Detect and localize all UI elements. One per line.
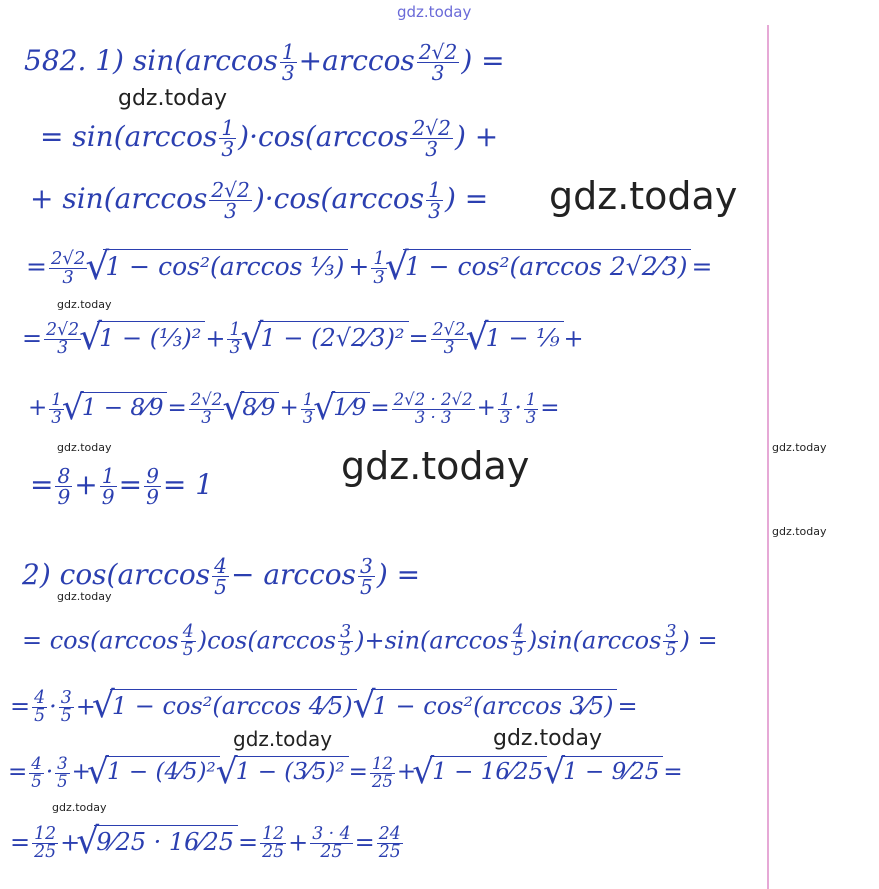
page-margin-line	[767, 25, 769, 889]
solution-line-1: 582. 1) sin(arccos $\frac{1}{3}$ +arccos $\frac{2√2}{3}$ ) =	[24, 40, 505, 86]
watermark: gdz.today	[57, 298, 112, 311]
watermark: gdz.today	[57, 441, 112, 454]
solution-line-10: = $\frac{4}{5}$ · $\frac{3}{5}$ +√ 1 − cos²(arccos 4⁄5)√ 1 − cos²(arccos 3⁄5) =	[10, 690, 638, 726]
solution-line-9: = cos(arccos $\frac{4}{5}$ )cos(arccos $\frac{3}{5}$ )+sin(arccos $\frac{4}{5}$ )sin(arccos $\frac{3}{5}$ ) =	[22, 622, 718, 661]
solution-line-6: + $\frac{1}{3}$ √ 1 − 8⁄9 = $\frac{2√2}{3}$ √ 8⁄9 + $\frac{1}{3}$ √ 1⁄9 = $\frac{2√2 \cdot 2√2}{3 \cdot 3}$ + $\frac{1}{3}$ · $\frac{1}{3}$ =	[28, 392, 560, 426]
watermark: gdz.today	[772, 525, 827, 538]
solution-line-4: = $\frac{2√2}{3}$ √ 1 − cos²(arccos ⅓) + $\frac{1}{3}$ √ 1 − cos²(arccos 2√2⁄3) =	[26, 250, 712, 287]
watermark: gdz.today	[493, 726, 603, 751]
solution-line-12: = $\frac{12}{25}$ +√ 9⁄25 · 16⁄25 = $\frac{12}{25}$ + $\frac{3 \cdot 4}{25}$ = $\frac{24}{25}$	[10, 826, 405, 862]
solution-line-5: = $\frac{2√2}{3}$ √ 1 − (⅓)² + $\frac{1}{3}$ √ 1 − (2√2⁄3)² = $\frac{2√2}{3}$ √ 1 − ⅑ +	[22, 322, 584, 358]
watermark: gdz.today	[118, 86, 228, 111]
watermark: gdz.today	[549, 174, 738, 218]
solution-line-7: = $\frac{8}{9}$ + $\frac{1}{9}$ = $\frac{9}{9}$ = 1	[30, 464, 214, 510]
watermark: gdz.today	[233, 727, 333, 751]
watermark: gdz.today	[57, 590, 112, 603]
watermark: gdz.today	[341, 444, 530, 488]
solution-line-11: = $\frac{4}{5}$ · $\frac{3}{5}$ +√ 1 − (4⁄5)²√ 1 − (3⁄5)² = $\frac{12}{25}$ +√ 1 − 16⁄25√ 1 − 9⁄25 =	[8, 756, 683, 790]
solution-line-8: 2) cos(arccos $\frac{4}{5}$ − arccos $\frac{3}{5}$ ) =	[22, 554, 421, 600]
solution-line-2: = sin(arccos $\frac{1}{3}$ )·cos(arccos $\frac{2√2}{3}$ ) +	[40, 116, 499, 162]
watermark: gdz.today	[52, 801, 107, 814]
solution-line-3: + sin(arccos $\frac{2√2}{3}$ )·cos(arccos $\frac{1}{3}$ ) =	[30, 178, 489, 224]
watermark: gdz.today	[330, 869, 385, 882]
watermark: gdz.today	[772, 441, 827, 454]
watermark-top: gdz.today	[397, 3, 472, 21]
